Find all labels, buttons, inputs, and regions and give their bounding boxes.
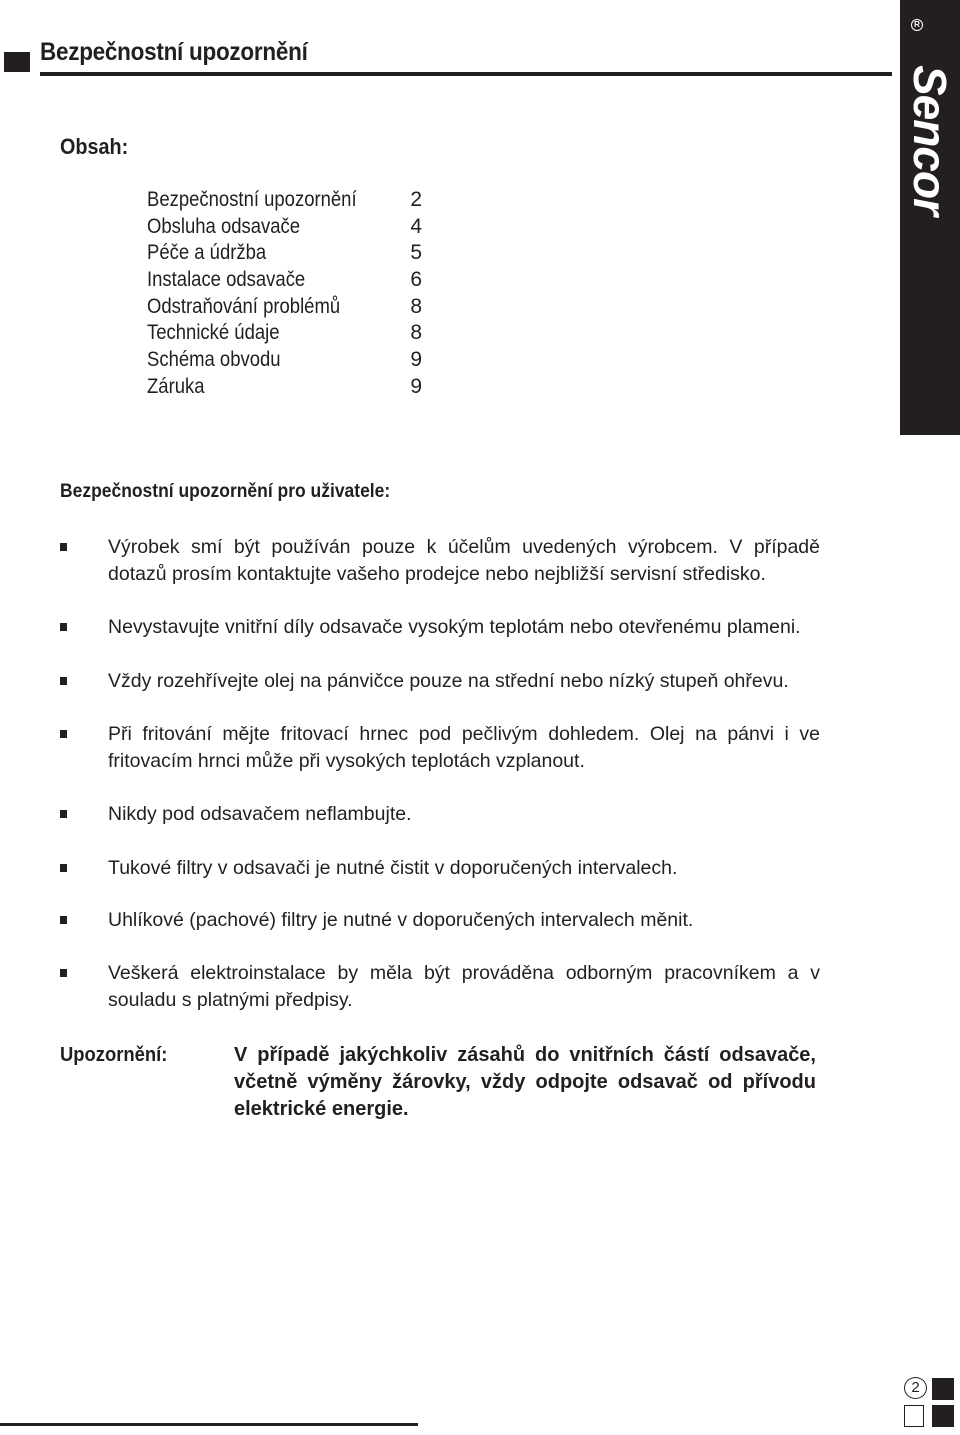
toc-item bbox=[147, 187, 422, 214]
toc-item-page: 8 bbox=[410, 294, 422, 318]
toc-item-page: 2 bbox=[410, 188, 422, 211]
toc-item bbox=[147, 347, 422, 374]
list-item-text: Veškerá elektroinstalace by měla být prováděna odborným pracovníkem a v souladu s platnými předpisy. bbox=[108, 962, 820, 1011]
page-title: Bezpečnostní upozornění bbox=[40, 38, 308, 66]
warning-label: Upozornění: bbox=[60, 1044, 168, 1066]
bullet-square-icon bbox=[60, 677, 67, 685]
toc-item-page: 4 bbox=[410, 214, 422, 238]
bullet-square-icon bbox=[60, 916, 67, 924]
toc-item bbox=[147, 320, 422, 347]
list-item-text: Při fritování mějte fritovací hrnec pod pečlivým dohledem. Olej na pánvi i ve fritovacím hrnci může při vysokých teplotách vzplanout. bbox=[108, 723, 820, 772]
safety-heading: Bezpečnostní upozornění pro uživatele: bbox=[60, 481, 391, 502]
toc-item-label: Obsluha odsavače bbox=[147, 214, 301, 238]
bullet-square-icon bbox=[60, 623, 67, 631]
toc-item-label: Péče a údržba bbox=[147, 241, 267, 265]
list-item-text: Tukové filtry v odsavači je nutné čistit v doporučených intervalech. bbox=[108, 857, 678, 879]
toc-item bbox=[147, 294, 422, 321]
bullet-square-icon bbox=[60, 810, 67, 818]
list-item-text: Nevystavujte vnitřní díly odsavače vysokým teplotám nebo otevřenému plameni. bbox=[108, 616, 801, 638]
page-marker-filled-box bbox=[932, 1405, 954, 1427]
toc-item-page: 9 bbox=[410, 374, 422, 398]
toc-item-page: 8 bbox=[410, 321, 422, 345]
toc-item-label: Technické údaje bbox=[147, 321, 280, 345]
toc-item-page: 6 bbox=[410, 268, 422, 292]
toc-item-label: Instalace odsavače bbox=[147, 268, 306, 292]
toc-item bbox=[147, 374, 422, 401]
page-marker-empty-box bbox=[904, 1405, 924, 1427]
toc-item bbox=[147, 267, 422, 294]
bullet-square-icon bbox=[60, 543, 67, 551]
page-marker-filled-box bbox=[932, 1378, 954, 1400]
registered-mark-icon: R bbox=[911, 19, 923, 31]
bullet-square-icon bbox=[60, 730, 67, 738]
bullet-square-icon bbox=[60, 969, 67, 977]
header-divider bbox=[40, 72, 892, 76]
list-item-text: Nikdy pod odsavačem neflambujte. bbox=[108, 803, 412, 825]
page-number: 2 bbox=[904, 1377, 927, 1399]
toc-item-label: Záruka bbox=[147, 374, 205, 398]
toc-item-page: 9 bbox=[410, 348, 422, 372]
bullet-square-icon bbox=[60, 864, 67, 872]
list-item-text: Výrobek smí být používán pouze k účelům uvedených výrobcem. V případě dotazů prosím kontaktujte vašeho prodejce nebo nejbližší servisní středisko. bbox=[108, 536, 820, 585]
toc-item-page: 5 bbox=[410, 241, 422, 265]
list-item-text: Vždy rozehřívejte olej na pánvičce pouze na střední nebo nízký stupeň ohřevu. bbox=[108, 670, 789, 692]
toc-item bbox=[147, 214, 422, 241]
toc-item-label: Odstraňování problémů bbox=[147, 294, 341, 318]
warning-text: V případě jakýchkoliv zásahů do vnitřních částí odsavače, včetně výměny žárovky, vždy odpojte odsavač od přívodu elektrické energie. bbox=[234, 1044, 816, 1120]
header-marker-square bbox=[4, 52, 30, 72]
toc-heading: Obsah: bbox=[60, 134, 129, 159]
toc-item bbox=[147, 240, 422, 267]
toc-item-label: Bezpečnostní upozornění bbox=[147, 188, 357, 211]
brand-logo: Sencor bbox=[904, 65, 956, 215]
footer-divider bbox=[0, 1423, 418, 1426]
list-item-text: Uhlíkové (pachové) filtry je nutné v doporučených intervalech měnit. bbox=[108, 909, 694, 931]
toc-item-label: Schéma obvodu bbox=[147, 348, 281, 372]
table-of-contents bbox=[147, 187, 422, 401]
